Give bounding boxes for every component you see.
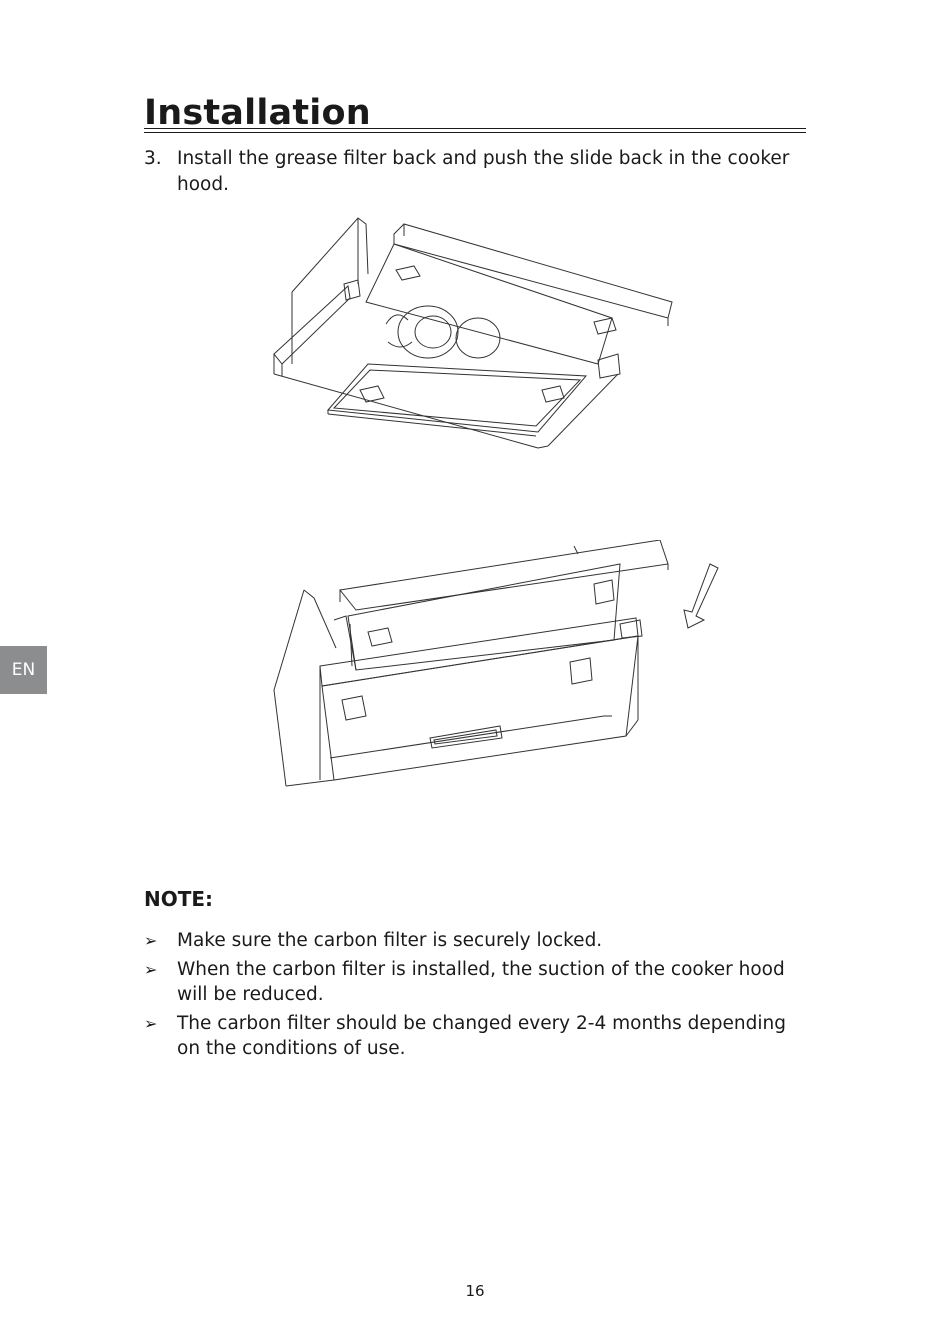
arrow-bullet-icon: ➢ — [144, 931, 158, 950]
arrow-bullet-icon: ➢ — [144, 960, 158, 979]
note-list — [144, 928, 794, 1065]
note-item — [144, 928, 794, 953]
title-underline — [144, 128, 806, 133]
note-item — [144, 957, 794, 1007]
step-number: 3. — [144, 148, 162, 169]
note-text: Make sure the carbon filter is securely locked. — [177, 930, 603, 951]
page-number: 16 — [465, 1282, 485, 1300]
filter-open-illustration — [268, 214, 688, 454]
note-text: The carbon filter should be changed every 2-4 months depending on the conditions of use. — [177, 1013, 787, 1059]
language-tab: EN — [0, 646, 47, 694]
slide-back-illustration — [264, 540, 734, 790]
note-item — [144, 1011, 794, 1061]
arrow-bullet-icon: ➢ — [144, 1014, 158, 1033]
step-text: Install the grease filter back and push the slide back in the cooker hood. — [177, 148, 790, 195]
note-heading: NOTE: — [144, 887, 214, 911]
page-title: Installation — [144, 93, 371, 133]
note-text: When the carbon filter is installed, the suction of the cooker hood will be reduced. — [177, 959, 785, 1005]
